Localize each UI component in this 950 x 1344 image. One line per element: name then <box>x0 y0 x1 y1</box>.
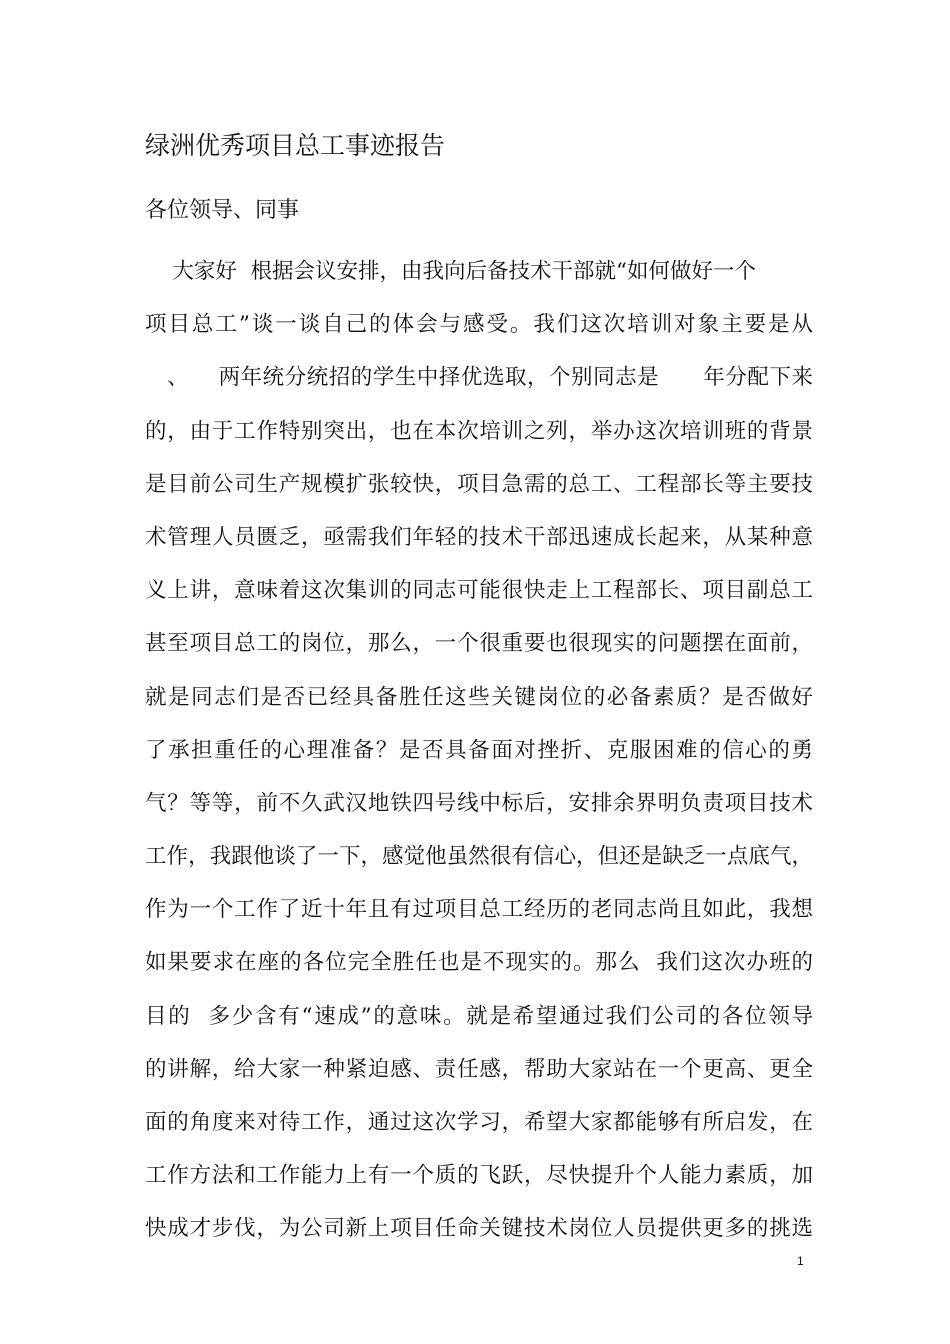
body-line: 工作方法和工作能力上有一个质的飞跃，尽快提升个人能力素质，加 <box>145 1163 813 1189</box>
body-line: 、 两年统分统招的学生中择优选取，个别同志是 年分配下来 <box>145 365 813 391</box>
body-line: 就是同志们是否已经具备胜任这些关键岗位的必备素质？是否做好 <box>145 684 813 710</box>
page-number: 1 <box>797 1254 804 1268</box>
body-line: 大家好 根据会议安排，由我向后备技术干部就“如何做好一个 <box>145 259 756 284</box>
body-line: 目的 多少含有“速成”的意味。就是希望通过我们公司的各位领导 <box>145 1003 813 1029</box>
body-line: 作为一个工作了近十年且有过项目总工经历的老同志尚且如此，我想 <box>145 897 813 923</box>
body-line: 如果要求在座的各位完全胜任也是不现实的。那么 我们这次办班的 <box>145 950 813 976</box>
body-line: 工作，我跟他谈了一下，感觉他虽然很有信心，但还是缺乏一点底气， <box>145 844 813 870</box>
body-line: 项目总工”谈一谈自己的体会与感受。我们这次培训对象主要是从 <box>145 312 813 338</box>
body-line: 是目前公司生产规模扩张较快，项目急需的总工、工程部长等主要技 <box>145 471 813 497</box>
body-line: 气？等等，前不久武汉地铁四号线中标后，安排余界明负责项目技术 <box>145 790 813 816</box>
body-line: 了承担重任的心理准备？是否具备面对挫折、克服困难的信心的勇 <box>145 737 813 763</box>
body-line: 面的角度来对待工作，通过这次学习，希望大家都能够有所启发，在 <box>145 1110 813 1135</box>
body-line: 术管理人员匮乏，亟需我们年轻的技术干部迅速成长起来，从某种意 <box>145 524 813 550</box>
salutation: 各位领导、同事 <box>145 198 300 223</box>
body-line: 义上讲，意味着这次集训的同志可能很快走上工程部长、项目副总工 <box>145 578 813 604</box>
body-line: 的讲解，给大家一种紧迫感、责任感，帮助大家站在一个更高、更全 <box>145 1056 813 1082</box>
body-line: 快成才步伐，为公司新上项目任命关键技术岗位人员提供更多的挑选 <box>145 1216 813 1242</box>
document-title: 绿洲优秀项目总工事迹报告 <box>145 131 446 160</box>
body-line: 的，由于工作特别突出，也在本次培训之列，举办这次培训班的背景 <box>145 418 813 444</box>
body-text <box>145 256 813 1267</box>
body-line: 甚至项目总工的岗位，那么，一个很重要也很现实的问题摆在面前， <box>145 631 813 657</box>
